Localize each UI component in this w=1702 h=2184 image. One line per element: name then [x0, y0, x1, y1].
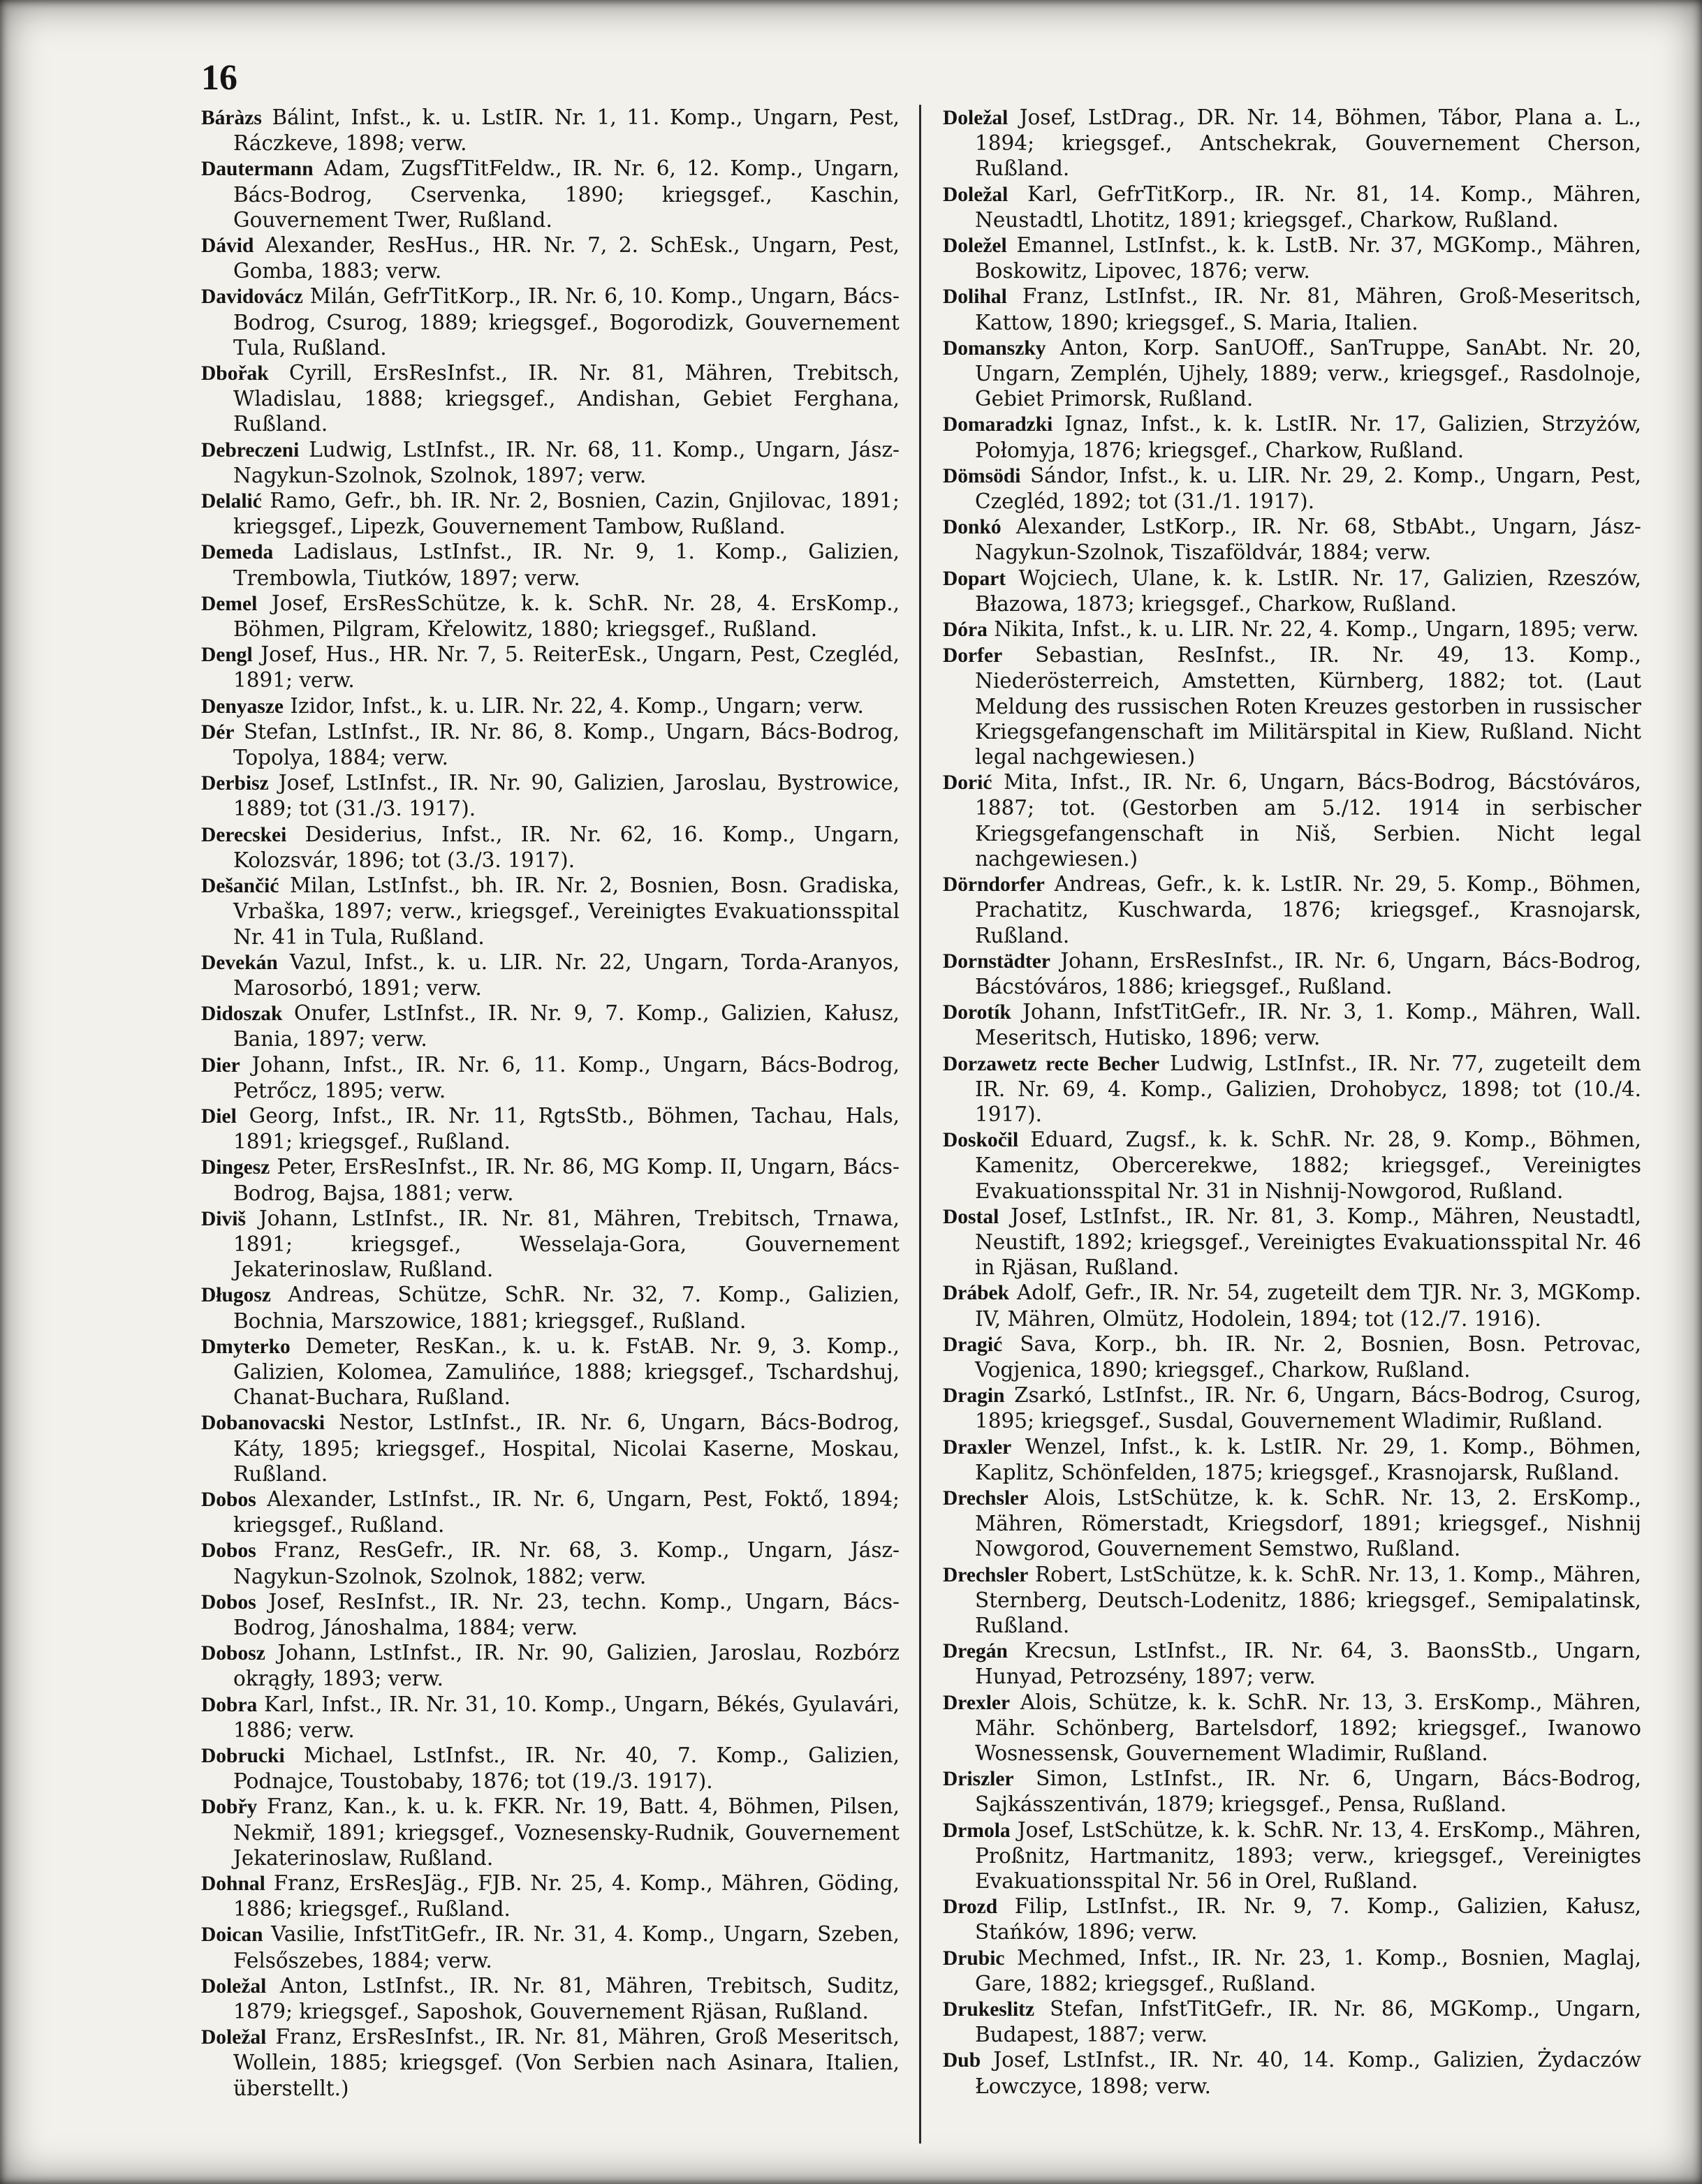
entry-surname: Dömsödi — [943, 464, 1021, 487]
entry-details: Sava, Korp., bh. IR. Nr. 2, Bosnien, Bosn. Petrovac, Vogjenica, 1890; kriegsgef., Charkow, Rußland. — [975, 1331, 1641, 1382]
entry-details: Wojciech, Ulane, k. k. LstIR. Nr. 17, Galizien, Rzeszów, Błazowa, 1873; kriegsgef., Charkow, Rußland. — [975, 566, 1641, 616]
entry-surname: Dobanovacski — [201, 1412, 325, 1435]
entry-details: Sándor, Infst., k. u. LIR. Nr. 29, 2. Komp., Ungarn, Pest, Czegléd, 1892; tot (31./1. 1917). — [975, 463, 1642, 514]
entry-details: Johann, LstInfst., IR. Nr. 90, Galizien, Jaroslau, Rozbórz okrągły, 1893; verw. — [233, 1641, 900, 1691]
list-item — [943, 514, 1641, 565]
entry-surname: Báràzs — [201, 107, 262, 129]
entry-surname: Domaradzki — [943, 413, 1053, 436]
entry-details: Vazul, Infst., k. u. LIR. Nr. 22, Ungarn, Torda-Aranyos, Marosorbó, 1891; verw. — [233, 950, 900, 1000]
list-item — [201, 1692, 900, 1743]
entry-surname: Donkó — [943, 516, 1002, 539]
list-item — [943, 1434, 1641, 1485]
entry-details: Krecsun, LstInfst., IR. Nr. 64, 3. BaonsStb., Ungarn, Hunyad, Petrozsény, 1897; verw. — [975, 1639, 1641, 1689]
entry-details: Simon, LstInfst., IR. Nr. 6, Ungarn, Bács-Bodrog, Sajkásszentiván, 1879; kriegsgef., Pensa, Rußland. — [975, 1766, 1641, 1817]
entry-surname: Drukeslitz — [943, 1998, 1035, 2021]
entry-details: Alois, Schütze, k. k. SchR. Nr. 13, 3. ErsKomp., Mähren, Mähr. Schönberg, Bartelsdorf, 1892; kriegsgef., Iwanowo Wosnessensk, Gouvernement Wladimir, Rußland. — [975, 1690, 1641, 1765]
entry-details: Alexander, LstInfst., IR. Nr. 6, Ungarn, Pest, Foktő, 1894; kriegsgef., Rußland. — [233, 1486, 900, 1537]
list-item — [201, 693, 900, 719]
entry-surname: Doican — [201, 1924, 263, 1947]
list-item — [201, 1921, 900, 1972]
entry-surname: Devekán — [201, 951, 278, 974]
entry-details: Milán, GefrTitKorp., IR. Nr. 6, 10. Komp., Ungarn, Bács-Bodrog, Csurog, 1889; kriegsgef., Bogorodizk, Gouvernement Tula, Rußland. — [233, 284, 900, 360]
list-item — [943, 1996, 1641, 2047]
list-item — [943, 1766, 1641, 1817]
entry-surname: Dörndorfer — [943, 873, 1045, 897]
list-item — [201, 770, 900, 821]
entry-details: Alexander, ResHus., HR. Nr. 7, 2. SchEsk., Ungarn, Pest, Gomba, 1883; verw. — [233, 233, 900, 283]
entry-details: Michael, LstInfst., IR. Nr. 40, 7. Komp., Galizien, Podnajce, Toustobaby, 1876; tot (19./3. 1917). — [233, 1743, 900, 1794]
list-item — [943, 769, 1641, 871]
entry-details: Alois, LstSchütze, k. k. SchR. Nr. 13, 2. ErsKomp., Mähren, Römerstadt, Kriegsdorf, 1891; kriegsgef., Nishnij Nowgorod, Gouvernement Semstwo, Rußland. — [975, 1485, 1641, 1561]
entry-surname: Draxler — [943, 1436, 1012, 1459]
list-item — [201, 1589, 900, 1640]
entry-details: Nikita, Infst., k. u. LIR. Nr. 22, 4. Komp., Ungarn, 1895; verw. — [994, 617, 1639, 642]
list-item — [943, 463, 1641, 514]
entry-details: Johann, InfstTitGefr., IR. Nr. 3, 1. Komp., Mähren, Wall. Meseritsch, Hutisko, 1896; verw. — [975, 1000, 1641, 1050]
list-item — [943, 871, 1641, 948]
entry-details: Peter, ErsResInfst., IR. Nr. 86, MG Komp. II, Ungarn, Bács-Bodrog, Bajsa, 1881; verw. — [233, 1155, 900, 1205]
entry-details: Karl, GefrTitKorp., IR. Nr. 81, 14. Komp., Mähren, Neustadtl, Lhotitz, 1891; kriegsgef., Charkow, Rußland. — [975, 182, 1641, 232]
list-item — [201, 873, 900, 950]
entry-surname: Dengl — [201, 644, 253, 667]
list-item — [201, 1001, 900, 1052]
list-item — [943, 1127, 1641, 1204]
entry-details: Alexander, LstKorp., IR. Nr. 68, StbAbt., Ungarn, Jász-Nagykun-Szolnok, Tiszaföldvár, 1884; verw. — [975, 515, 1641, 565]
entry-surname: Dobrucki — [201, 1745, 285, 1767]
list-item — [943, 1280, 1641, 1331]
entry-surname: Doležal — [943, 107, 1008, 129]
entry-details: Ignaz, Infst., k. k. LstIR. Nr. 17, Galizien, Strzyżów, Połomyja, 1876; kriegsgef., Charkow, Rußland. — [975, 412, 1641, 462]
entry-details: Franz, ErsResInfst., IR. Nr. 81, Mähren, Groß Meseritsch, Wollein, 1885; kriegsgef. (Von Serbien nach Asinara, Italien, überstellt.) — [233, 2025, 900, 2100]
entry-details: Vasilie, InfstTitGefr., IR. Nr. 31, 4. Komp., Ungarn, Szeben, Felsőszebes, 1884; verw. — [233, 1922, 900, 1972]
entry-surname: Dohnal — [201, 1873, 265, 1896]
entry-surname: Delalić — [201, 490, 262, 513]
entry-surname: Dolihal — [943, 286, 1007, 309]
list-item — [943, 1562, 1641, 1639]
list-item — [201, 1410, 900, 1486]
entry-surname: Didoszak — [201, 1003, 283, 1026]
entry-surname: Dorzawetz recte Becher — [943, 1052, 1160, 1075]
list-item — [943, 105, 1641, 182]
entry-surname: Długosz — [201, 1284, 271, 1307]
entry-details: Georg, Infst., IR. Nr. 11, RgtsStb., Böhmen, Tachau, Hals, 1891; kriegsgef., Rußland. — [233, 1103, 900, 1154]
entry-surname: Doskočil — [943, 1129, 1019, 1152]
entry-surname: Dóra — [943, 619, 988, 642]
list-item — [201, 1334, 900, 1410]
entry-surname: Denyasze — [201, 695, 284, 718]
entry-details: Mechmed, Infst., IR. Nr. 23, 1. Komp., Bosnien, Maglaj, Gare, 1882; kriegsgef., Rußland. — [975, 1945, 1641, 1995]
entry-details: Franz, LstInfst., IR. Nr. 81, Mähren, Groß-Meseritsch, Kattow, 1890; kriegsgef., S. Maria, Italien. — [975, 284, 1641, 334]
entry-details: Ludwig, LstInfst., IR. Nr. 77, zugeteilt dem IR. Nr. 69, 4. Komp., Galizien, Drohobycz, 1898; tot (10./4. 1917). — [975, 1051, 1641, 1126]
entry-details: Josef, ErsResSchütze, k. k. SchR. Nr. 28, 4. ErsKomp., Böhmen, Pilgram, Křelowitz, 1880; kriegsgef., Rußland. — [233, 591, 900, 642]
list-item — [201, 1206, 900, 1283]
list-item — [943, 2047, 1641, 2098]
entry-surname: Dobos — [201, 1591, 256, 1614]
entry-surname: Dragić — [943, 1333, 1003, 1356]
entry-details: Johann, ErsResInfst., IR. Nr. 6, Ungarn, Bács-Bodrog, Bácstóváros, 1886; kriegsgef., Rußland. — [975, 948, 1641, 998]
entry-surname: Dobřy — [201, 1796, 258, 1819]
entry-details: Josef, LstSchütze, k. k. SchR. Nr. 13, 4. ErsKomp., Mähren, Proßnitz, Hartmanitz, 1893; verw., kriegsgef., Vereinigtes Evakuationsspital Nr. 56 in Orel, Rußland. — [975, 1817, 1641, 1894]
entry-surname: Drechsler — [943, 1563, 1029, 1586]
page-number: 16 — [201, 58, 237, 98]
entry-surname: Dbořak — [201, 362, 269, 385]
entry-surname: Dobos — [201, 1540, 256, 1563]
list-item — [201, 1743, 900, 1794]
entry-details: Nestor, LstInfst., IR. Nr. 6, Ungarn, Bács-Bodrog, Káty, 1895; kriegsgef., Hospital, Nicolai Kaserne, Moskau, Rußland. — [233, 1410, 900, 1486]
entry-surname: Drozd — [943, 1896, 998, 1919]
entry-details: Izidor, Infst., k. u. LIR. Nr. 22, 4. Komp., Ungarn; verw. — [290, 693, 864, 718]
entry-details: Franz, ResGefr., IR. Nr. 68, 3. Komp., Ungarn, Jász-Nagykun-Szolnok, Szolnok, 1882; verw. — [233, 1538, 900, 1588]
entry-details: Josef, LstDrag., DR. Nr. 14, Böhmen, Tábor, Plana a. L., 1894; kriegsgef., Antschekrak, Gouvernement Cherson, Rußland. — [975, 105, 1641, 181]
entry-surname: Domanszky — [943, 337, 1046, 360]
entry-details: Franz, Kan., k. u. k. FKR. Nr. 19, Batt. 4, Böhmen, Pilsen, Nekmiř, 1891; kriegsgef., Voznesensky-Rudnik, Gouvernement Jekaterinoslaw, Rußland. — [233, 1794, 900, 1870]
entry-details: Josef, ResInfst., IR. Nr. 23, techn. Komp., Ungarn, Bács-Bodrog, Jánoshalma, 1884; verw. — [233, 1589, 900, 1639]
list-item — [943, 999, 1641, 1050]
entry-details: Robert, LstSchütze, k. k. SchR. Nr. 13, 1. Komp., Mähren, Sternberg, Deutsch-Lodenitz, 1886; kriegsgef., Semipalatinsk, Rußland. — [975, 1562, 1641, 1637]
list-item — [201, 2024, 900, 2101]
entry-surname: Dornstädter — [943, 950, 1051, 973]
list-item — [201, 105, 900, 156]
list-item — [201, 1871, 900, 1921]
entry-details: Mita, Infst., IR. Nr. 6, Ungarn, Bács-Bodrog, Bácstóváros, 1887; tot. (Gestorben am 5./12. 1914 in serbischer Kriegsgefangenschaft in Niš, Serbien. Nicht legal nachgewiesen.) — [975, 770, 1641, 871]
entry-details: Johann, LstInfst., IR. Nr. 81, Mähren, Trebitsch, Trnawa, 1891; kriegsgef., Wesselaja-Gora, Gouvernement Jekaterinoslaw, Rußland. — [233, 1206, 900, 1282]
entry-surname: Doležal — [201, 2026, 267, 2049]
entry-surname: Dorotík — [943, 1001, 1011, 1024]
entry-details: Josef, LstInfst., IR. Nr. 81, 3. Komp., Mähren, Neustadtl, Neustift, 1892; kriegsgef., Vereinigtes Evakuationsspital Nr. 46 in Rjäsan, Rußland. — [975, 1204, 1641, 1280]
entry-surname: Derecskei — [201, 823, 287, 846]
entry-details: Anton, Korp. SanUOff., SanTruppe, SanAbt. Nr. 20, Ungarn, Zemplén, Ujhely, 1889; verw., kriegsgef., Rasdolnoje, Gebiet Primorsk, Rußland. — [975, 335, 1641, 411]
list-item — [201, 1154, 900, 1205]
entry-details: Demeter, ResKan., k. u. k. FstAB. Nr. 9, 3. Komp., Galizien, Kolomea, Zamulińce, 1888; kriegsgef., Tschardshuj, Chanat-Buchara, Rußland. — [233, 1334, 900, 1410]
list-item — [943, 1485, 1641, 1562]
entry-surname: Debreczeni — [201, 438, 300, 462]
entry-surname: Driszler — [943, 1768, 1014, 1791]
list-item — [201, 1052, 900, 1103]
entry-surname: Davidovácz — [201, 286, 303, 309]
entry-surname: Doležal — [943, 183, 1008, 206]
list-item — [201, 233, 900, 283]
list-item — [201, 488, 900, 539]
entry-surname: Dragin — [943, 1385, 1005, 1408]
list-item — [943, 566, 1641, 617]
entry-details: Josef, LstInfst., IR. Nr. 40, 14. Komp., Galizien, Żydaczów Łowczyce, 1898; verw. — [975, 2048, 1641, 2098]
list-item — [201, 950, 900, 1001]
list-item — [201, 822, 900, 873]
entry-surname: Dmyterko — [201, 1335, 291, 1358]
entry-surname: Dub — [943, 2049, 981, 2072]
list-item — [943, 182, 1641, 233]
list-item — [943, 335, 1641, 412]
list-item — [943, 948, 1641, 999]
entry-surname: Diviš — [201, 1207, 246, 1230]
list-item — [943, 411, 1641, 462]
entry-details: Franz, ErsResJäg., FJB. Nr. 25, 4. Komp., Mähren, Göding, 1886; kriegsgef., Rußland. — [233, 1871, 900, 1921]
entry-surname: Demel — [201, 592, 258, 615]
list-item — [943, 1204, 1641, 1281]
entry-details: Emannel, LstInfst., k. k. LstB. Nr. 37, MGKomp., Mähren, Boskowitz, Lipovec, 1876; verw. — [975, 233, 1641, 283]
entry-details: Adam, ZugsfTitFeldw., IR. Nr. 6, 12. Komp., Ungarn, Bács-Bodrog, Cservenka, 1890; kriegsgef., Kaschin, Gouvernement Twer, Rußland. — [233, 156, 900, 232]
entry-surname: Dopart — [943, 567, 1006, 590]
entry-details: Wenzel, Infst., k. k. LstIR. Nr. 29, 1. Komp., Böhmen, Kaplitz, Schönfelden, 1875; kriegsgef., Krasnojarsk, Rußland. — [975, 1434, 1641, 1484]
list-item — [201, 360, 900, 437]
list-item — [201, 283, 900, 360]
entry-surname: Dregán — [943, 1640, 1008, 1663]
entry-details: Andreas, Gefr., k. k. LstIR. Nr. 29, 5. Komp., Böhmen, Prachatitz, Kuschwarda, 1876; kriegsgef., Krasnojarsk, Rußland. — [975, 872, 1641, 947]
entry-details: Milan, LstInfst., bh. IR. Nr. 2, Bosnien, Bosn. Gradiska, Vrbaška, 1897; verw., kriegsgef., Vereinigtes Evakuationsspital Nr. 41 in Tula, Rußland. — [233, 873, 900, 949]
entry-surname: Doležal — [201, 1975, 267, 1998]
left-column — [201, 105, 900, 2101]
entry-details: Onufer, LstInfst., IR. Nr. 9, 7. Komp., Galizien, Kałusz, Bania, 1897; verw. — [233, 1001, 900, 1052]
list-item — [943, 1945, 1641, 1996]
entry-surname: Drábek — [943, 1282, 1010, 1305]
list-item — [943, 1894, 1641, 1945]
entry-details: Josef, Hus., HR. Nr. 7, 5. ReiterEsk., Ungarn, Pest, Czegléd, 1891; verw. — [233, 642, 900, 693]
entry-details: Sebastian, ResInfst., IR. Nr. 49, 13. Komp., Niederösterreich, Amstetten, Kürnberg, 1882; tot. (Laut Meldung des russischen Roten Kreuzes gestorben in russischer Kriegsgefangenschaft im Militärspital in Kiew, Rußland. Nicht legal nachgewiesen.) — [975, 643, 1641, 769]
entry-details: Ladislaus, LstInfst., IR. Nr. 9, 1. Komp., Galizien, Trembowla, Tiutków, 1897; verw. — [233, 540, 900, 590]
entry-surname: Dingesz — [201, 1156, 270, 1179]
column-divider — [919, 105, 921, 2144]
entry-details: Ludwig, LstInfst., IR. Nr. 68, 11. Komp., Ungarn, Jász-Nagykun-Szolnok, Szolnok, 1897; verw. — [233, 437, 900, 487]
entry-surname: Dostal — [943, 1205, 999, 1228]
entry-surname: Diel — [201, 1105, 237, 1128]
list-item — [943, 1331, 1641, 1382]
list-item — [201, 719, 900, 770]
entry-surname: Dobosz — [201, 1642, 265, 1665]
entry-surname: Drubic — [943, 1947, 1005, 1970]
entry-details: Anton, LstInfst., IR. Nr. 81, Mähren, Trebitsch, Suditz, 1879; kriegsgef., Saposhok, Gouvernement Rjäsan, Rußland. — [233, 1973, 900, 2024]
entry-surname: Dier — [201, 1054, 240, 1077]
list-item — [943, 617, 1641, 642]
entry-details: Andreas, Schütze, SchR. Nr. 32, 7. Komp., Galizien, Bochnia, Marszowice, 1881; kriegsgef., Rußland. — [233, 1283, 900, 1333]
entry-surname: Dautermann — [201, 158, 314, 181]
entry-surname: Demeda — [201, 541, 274, 564]
list-item — [201, 539, 900, 590]
entry-details: Bálint, Infst., k. u. LstIR. Nr. 1, 11. Komp., Ungarn, Pest, Ráczkeve, 1898; verw. — [233, 105, 900, 156]
entry-details: Zsarkó, LstInfst., IR. Nr. 6, Ungarn, Bács-Bodrog, Csurog, 1895; kriegsgef., Susdal, Gouvernement Wladimir, Rußland. — [975, 1383, 1641, 1433]
entry-surname: Drmola — [943, 1819, 1011, 1842]
entry-details: Cyrill, ErsResInfst., IR. Nr. 81, Mähren, Trebitsch, Wladislau, 1888; kriegsgef., Andishan, Gebiet Ferghana, Rußland. — [233, 361, 900, 436]
list-item — [201, 1640, 900, 1691]
list-item — [201, 156, 900, 233]
entry-surname: Doležel — [943, 235, 1007, 258]
list-item — [201, 591, 900, 642]
entry-surname: Dobos — [201, 1488, 256, 1511]
list-item — [201, 1486, 900, 1537]
list-item — [943, 1382, 1641, 1433]
entry-details: Adolf, Gefr., IR. Nr. 54, zugeteilt dem TJR. Nr. 3, MGKomp. IV, Mähren, Olmütz, Hodolein, 1894; tot (12./7. 1916). — [975, 1281, 1641, 1331]
list-item — [943, 642, 1641, 769]
list-item — [201, 437, 900, 488]
list-item — [943, 1817, 1641, 1894]
list-item — [201, 1973, 900, 2024]
entry-details: Johann, Infst., IR. Nr. 6, 11. Komp., Ungarn, Bács-Bodrog, Petrőcz, 1895; verw. — [233, 1052, 900, 1102]
entry-surname: Dešančić — [201, 875, 279, 898]
list-item — [943, 1638, 1641, 1689]
entry-details: Filip, LstInfst., IR. Nr. 9, 7. Komp., Galizien, Kałusz, Stańków, 1896; verw. — [975, 1894, 1641, 1945]
entry-surname: Derbisz — [201, 772, 269, 795]
list-item — [201, 1282, 900, 1333]
list-item — [943, 1051, 1641, 1128]
entry-details: Ramo, Gefr., bh. IR. Nr. 2, Bosnien, Cazin, Gnjilovac, 1891; kriegsgef., Lipezk, Gouvernement Tambow, Rußland. — [233, 489, 900, 539]
entry-details: Stefan, LstInfst., IR. Nr. 86, 8. Komp., Ungarn, Bács-Bodrog, Topolya, 1884; verw. — [233, 719, 900, 770]
list-item — [943, 283, 1641, 334]
entry-surname: Drechsler — [943, 1486, 1029, 1510]
entry-surname: Drexler — [943, 1691, 1011, 1714]
entry-surname: Dér — [201, 721, 235, 744]
list-item — [201, 1537, 900, 1588]
entry-details: Karl, Infst., IR. Nr. 31, 10. Komp., Ungarn, Békés, Gyulavári, 1886; verw. — [233, 1692, 900, 1742]
entry-details: Josef, LstInfst., IR. Nr. 90, Galizien, Jaroslau, Bystrowice, 1889; tot (31./3. 1917). — [233, 771, 900, 821]
list-item — [201, 1794, 900, 1871]
entry-details: Stefan, InfstTitGefr., IR. Nr. 86, MGKomp., Ungarn, Budapest, 1887; verw. — [975, 1997, 1641, 2047]
right-column — [943, 105, 1641, 2099]
entry-details: Eduard, Zugsf., k. k. SchR. Nr. 28, 9. Komp., Böhmen, Kamenitz, Obercerekwe, 1882; kriegsgef., Vereinigtes Evakuationsspital Nr. 31 in Nishnij-Nowgorod, Rußland. — [975, 1128, 1641, 1203]
entry-surname: Dávid — [201, 235, 254, 258]
entry-surname: Dorić — [943, 772, 992, 795]
list-item — [943, 1690, 1641, 1766]
list-item — [201, 1103, 900, 1154]
entry-details: Desiderius, Infst., IR. Nr. 62, 16. Komp., Ungarn, Kolozsvár, 1896; tot (3./3. 1917). — [233, 822, 900, 872]
list-item — [943, 233, 1641, 283]
entry-surname: Dobra — [201, 1693, 258, 1716]
list-item — [201, 642, 900, 693]
entry-surname: Dorfer — [943, 644, 1003, 667]
